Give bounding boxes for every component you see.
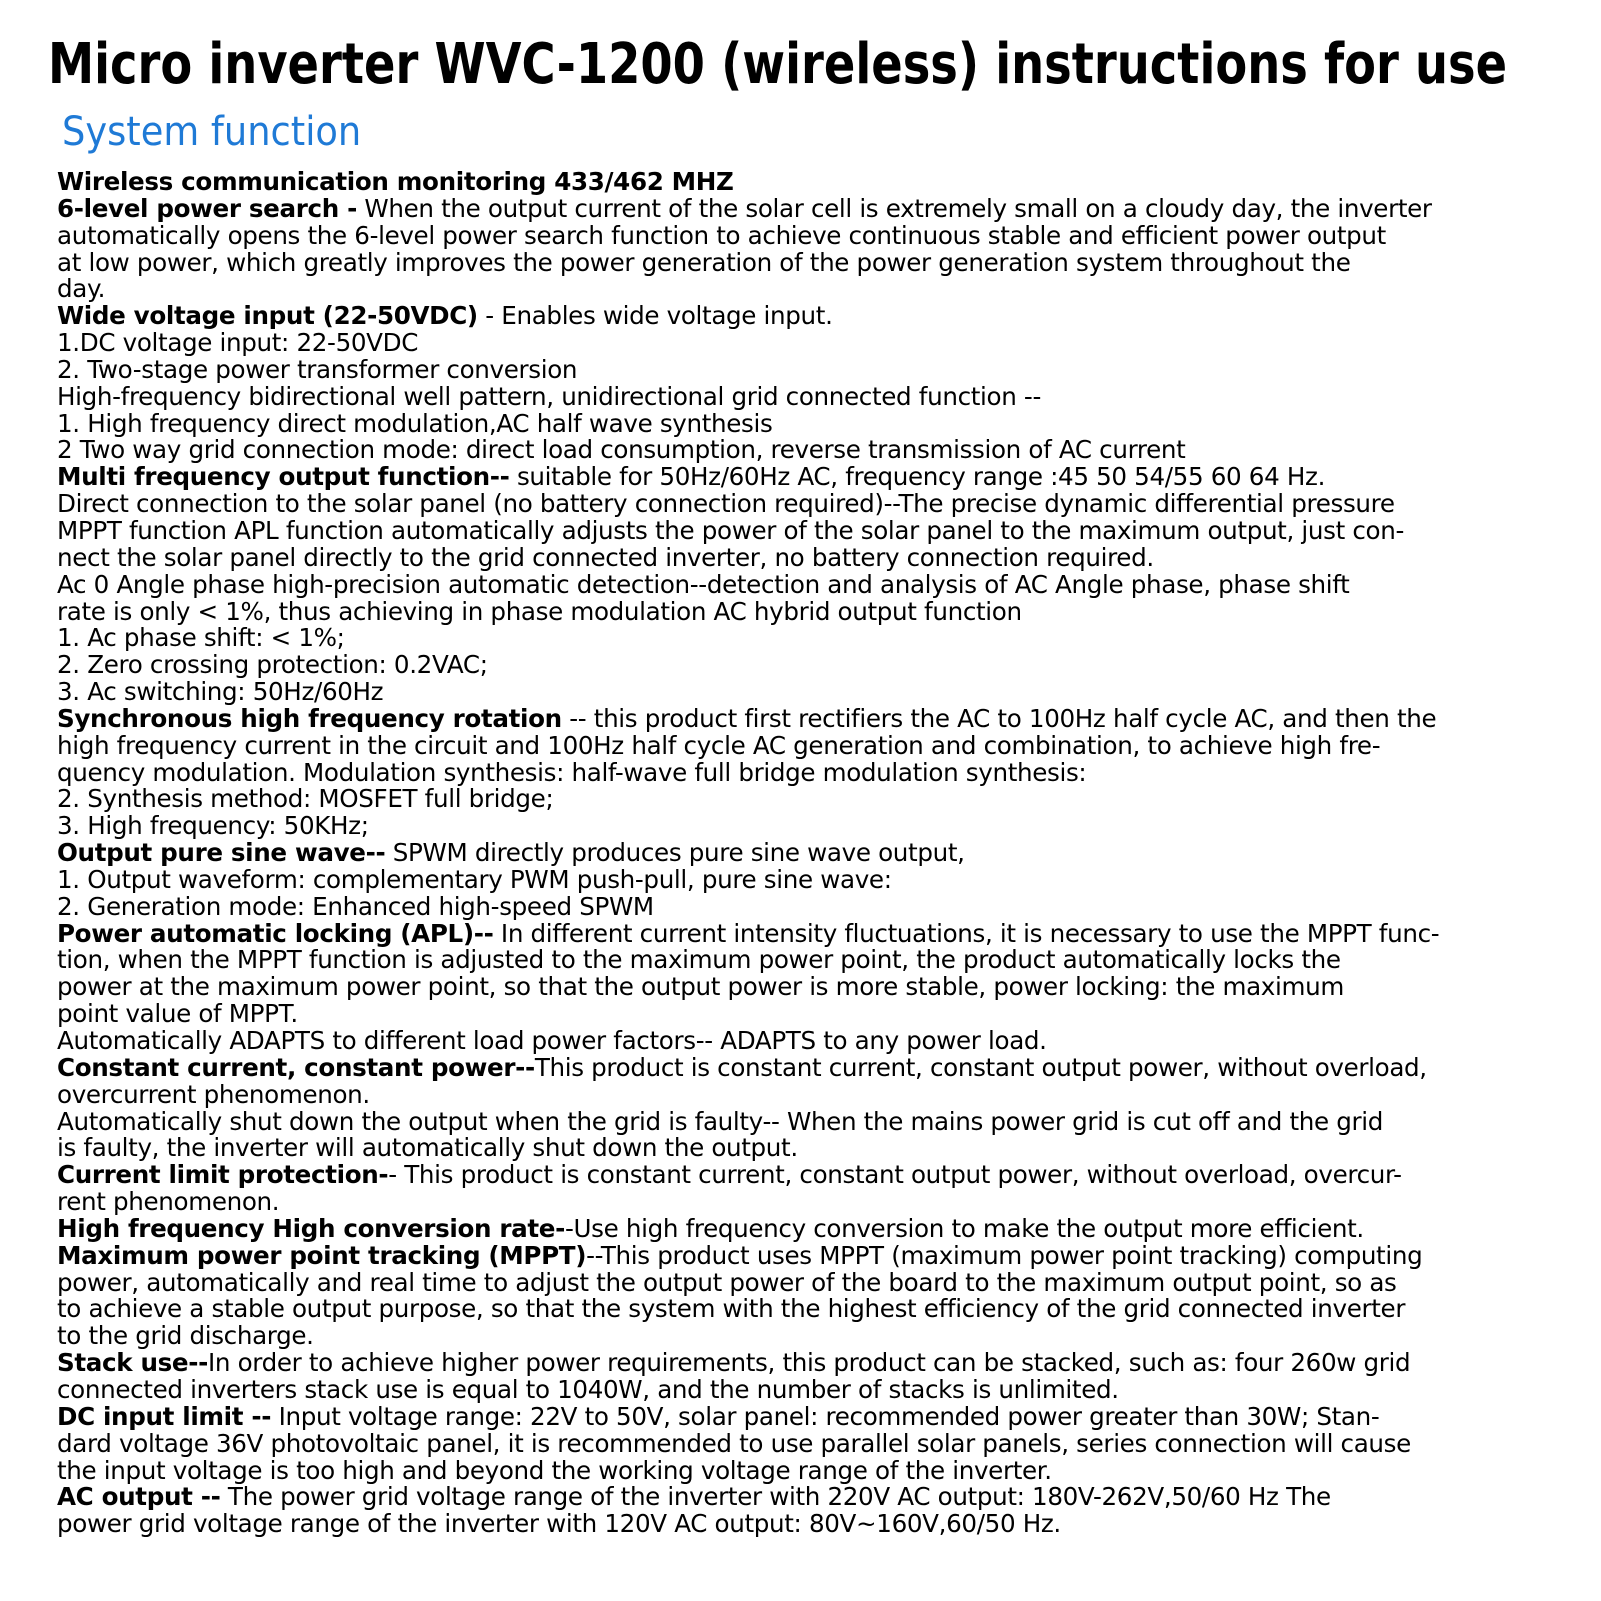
text-line [57,1213,1547,1243]
text-line [57,1455,1547,1485]
text-line [57,491,1547,518]
line-text: Ac 0 Angle phase high-precision automatic detection--detection and analysis of AC Angle phase, phase shift [57,569,1350,599]
text-line [57,542,1547,572]
text-line [57,408,1547,438]
line-text: 3. High frequency: 50KHz; [57,811,369,841]
bold-lead: Multi frequency output function-- [57,462,510,492]
line-text: -- this product first rectifiers the AC to 100Hz half cycle AC, and then the [561,703,1437,733]
text-line [57,703,1547,733]
line-text: day. [57,274,106,304]
line-text: MPPT function APL function automatically adjusts the power of the solar panel to the maximum output, just con- [57,515,1404,545]
line-text: 2. Generation mode: Enhanced high-speed SPWM [57,891,654,921]
line-text: overcurrent phenomenon. [57,1079,370,1109]
text-line [57,169,1547,196]
text-line [57,1001,1547,1028]
section-heading: System function [62,109,362,155]
line-text: 1.DC voltage input: 22-50VDC [57,328,419,358]
line-text: tion, when the MPPT function is adjusted to the maximum power point, the product automatically locks the [57,945,1341,975]
text-line [57,974,1547,1001]
text-line [57,625,1547,652]
line-text: to the grid discharge. [57,1321,314,1351]
line-text: 2. Zero crossing protection: 0.2VAC; [57,650,488,680]
line-text: 2. Two-stage power transformer conversion [57,354,578,384]
line-text: 1. Ac phase shift: < 1%; [57,623,345,653]
page-title: Micro inverter WVC-1200 (wireless) instructions for use [48,32,1508,97]
text-line [57,840,1547,867]
text-line [57,1052,1547,1082]
line-text: power at the maximum power point, so that the output power is more stable, power locking: the maximum [57,972,1344,1002]
line-text: - Enables wide voltage input. [477,301,833,331]
text-line [57,786,1547,813]
bold-lead: High frequency High conversion rate- [57,1213,565,1243]
line-text: rent phenomenon. [57,1187,280,1217]
bold-lead: Synchronous high frequency rotation [57,703,562,733]
text-line [57,1484,1547,1511]
line-text: connected inverters stack use is equal to 1040W, and the number of stacks is unlimited. [57,1374,1119,1404]
bold-lead: Maximum power point tracking (MPPT) [57,1240,587,1270]
text-line [57,1428,1547,1458]
text-line [57,330,1547,357]
line-text: to achieve a stable output purpose, so that the system with the highest efficiency of the grid connected inverter [57,1294,1406,1324]
text-line [57,247,1547,277]
text-line [57,1106,1547,1136]
line-text: point value of MPPT. [57,999,298,1029]
text-line [57,730,1547,760]
line-text: In different current intensity fluctuations, it is necessary to use the MPPT func- [493,918,1440,948]
bold-lead: AC output -- [57,1482,221,1512]
line-text: rate is only < 1%, thus achieving in phase modulation AC hybrid output function [57,596,1022,626]
line-text: The power grid voltage range of the inverter with 220V AC output: 180V-262V,50/60 Hz The [220,1482,1331,1512]
text-line [57,1079,1547,1109]
line-text: suitable for 50Hz/60Hz AC, frequency range :45 50 54/55 60 64 Hz. [509,462,1326,492]
line-text: nect the solar panel directly to the grid connected inverter, no battery connection required. [57,542,1154,572]
bold-lead: Wide voltage input (22-50VDC) [57,301,478,331]
text-line [57,1189,1547,1216]
text-line [57,1350,1547,1377]
line-text: 3. Ac switching: 50Hz/60Hz [57,677,384,707]
text-line [57,596,1547,626]
bold-lead: Output pure sine wave-- [57,838,386,868]
text-line [57,569,1547,599]
bold-lead: Constant current, constant power-- [57,1052,535,1082]
text-line [57,1240,1547,1270]
text-line [57,381,1547,411]
line-text: 1. High frequency direct modulation,AC half wave synthesis [57,408,773,438]
line-text: Direct connection to the solar panel (no battery connection required)--The precise dynamic differential pressure [57,489,1395,519]
bold-lead: Wireless communication monitoring 433/462 MHZ [57,167,734,196]
line-text: -Use high frequency conversion to make the output more efficient. [565,1213,1364,1243]
line-text: the input voltage is too high and beyond the working voltage range of the inverter. [57,1455,1052,1485]
text-line [57,1511,1547,1538]
line-text: at low power, which greatly improves the power generation of the power generation system throughout the [57,247,1351,277]
line-text: Automatically ADAPTS to different load power factors-- ADAPTS to any power load. [57,1026,1047,1055]
text-line [57,303,1547,330]
text-line [57,276,1547,303]
document-body [57,169,1547,1538]
line-text: quency modulation. Modulation synthesis: half-wave full bridge modulation synthesis: [57,757,1087,787]
line-text: Input voltage range: 22V to 50V, solar panel: recommended power greater than 30W; Stan- [271,1401,1380,1431]
text-line [57,1374,1547,1404]
line-text: SPWM directly produces pure sine wave output, [385,838,965,868]
text-line [57,891,1547,921]
line-text: In order to achieve higher power requirements, this product can be stacked, such as: four 260w grid [207,1348,1411,1378]
bold-lead: Power automatic locking (APL)-- [57,918,494,948]
text-line [57,193,1547,223]
line-text: When the output current of the solar cell is extremely small on a cloudy day, the inverter [356,193,1432,223]
text-line [57,515,1547,545]
text-line [57,1028,1547,1055]
line-text: 2. Synthesis method: MOSFET full bridge; [57,784,554,814]
text-line [57,1296,1547,1323]
text-line [57,1267,1547,1297]
bold-lead: Stack use-- [57,1348,208,1378]
text-line [57,354,1547,384]
bold-lead: 6-level power search - [57,193,357,223]
text-line [57,1401,1547,1431]
line-text: 2 Two way grid connection mode: direct load consumption, reverse transmission of AC current [57,435,1186,465]
line-text: dard voltage 36V photovoltaic panel, it is recommended to use parallel solar panels, series connection will cause [57,1428,1411,1458]
line-text: 1. Output waveform: complementary PWM push-pull, pure sine wave: [57,864,892,894]
line-text: high frequency current in the circuit and 100Hz half cycle AC generation and combination, to achieve high fre- [57,730,1381,760]
text-line [57,1135,1547,1162]
line-text: High-frequency bidirectional well pattern, unidirectional grid connected function -- [57,381,1041,411]
text-line [57,918,1547,948]
bold-lead: DC input limit -- [57,1401,272,1431]
text-line [57,757,1547,787]
text-line [57,1323,1547,1350]
text-line [57,947,1547,974]
line-text: automatically opens the 6-level power search function to achieve continuous stable and efficient power output [57,220,1386,250]
text-line [57,864,1547,894]
text-line [57,1162,1547,1189]
line-text: --This product uses MPPT (maximum power point tracking) computing [586,1240,1423,1270]
line-text: - This product is constant current, constant output power, without overload, overcur- [388,1160,1402,1190]
text-line [57,679,1547,706]
bold-lead: Current limit protection- [57,1160,389,1190]
line-text: power, automatically and real time to adjust the output power of the board to the maximum output point, so as [57,1267,1397,1297]
line-text: is faulty, the inverter will automatically shut down the output. [57,1133,798,1163]
text-line [57,813,1547,840]
line-text: Automatically shut down the output when the grid is faulty-- When the mains power grid is cut off and the grid [57,1106,1383,1136]
line-text: This product is constant current, constant output power, without overload, [534,1052,1427,1082]
text-line [57,652,1547,679]
text-line [57,220,1547,250]
line-text: power grid voltage range of the inverter with 120V AC output: 80V~160V,60/50 Hz. [57,1509,1061,1539]
text-line [57,437,1547,464]
text-line [57,464,1547,491]
